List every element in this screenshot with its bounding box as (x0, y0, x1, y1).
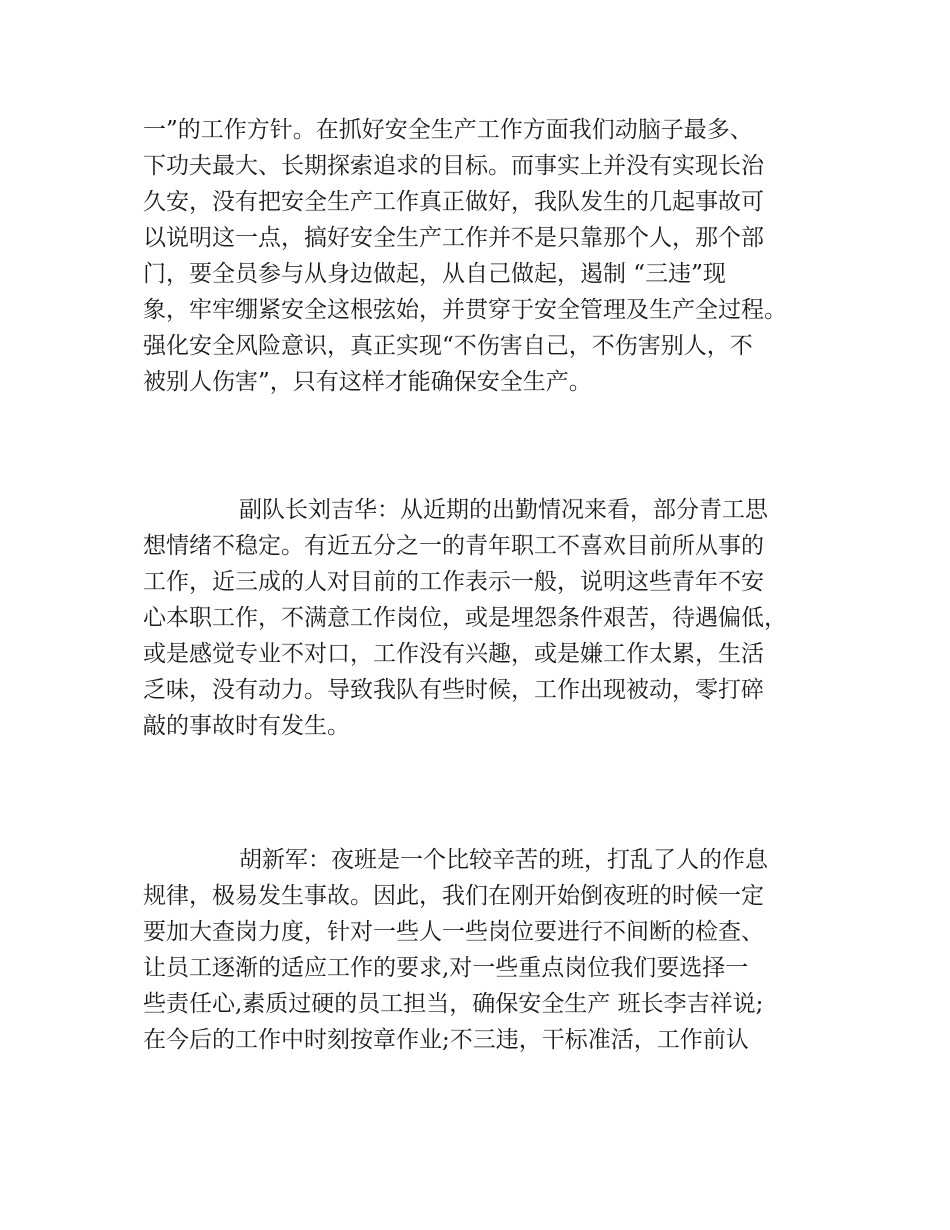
text-line: 敲的事故时有发生。 (143, 713, 350, 739)
text-line: 或是感觉专业不对口，工作没有兴趣，或是嫌工作太累，生活 (143, 641, 764, 667)
text-line: 被别人伤害”，只有这样才能确保安全生产。 (143, 369, 592, 395)
text-line-indented: 胡新军：夜班是一个比较辛苦的班，打乱了人的作息 (239, 847, 768, 873)
text-line: 下功夫最大、长期探索追求的目标。而事实上并没有实现长治 (143, 153, 764, 179)
text-line: 在今后的工作中时刻按章作业;不三违，干标准活，工作前认 (143, 1027, 749, 1053)
text-line: 以说明这一点，搞好安全生产工作并不是只靠那个人，那个部 (143, 225, 764, 251)
text-line: 些责任心,素质过硬的员工担当，确保安全生产 班长李吉祥说; (143, 991, 764, 1017)
text-line: 强化安全风险意识，真正实现“不伤害自己，不伤害别人，不 (143, 333, 753, 359)
text-line: 工作，近三成的人对目前的工作表示一般，说明这些青年不安 (143, 569, 764, 595)
text-line: 乏味，没有动力。导致我队有些时候，工作出现被动，零打碎 (143, 677, 764, 703)
text-line: 让员工逐渐的适应工作的要求,对一些重点岗位我们要选择一 (143, 955, 749, 981)
paragraph-safety-policy (143, 112, 823, 400)
text-line: 象，牢牢绷紧安全这根弦始，并贯穿于安全管理及生产全过程。 (143, 297, 787, 323)
text-line: 一”的工作方针。在抓好安全生产工作方面我们动脑子最多、 (143, 117, 753, 143)
text-line: 心本职工作，不满意工作岗位，或是埋怨条件艰苦，待遇偏低， (143, 605, 787, 631)
text-line: 门，要全员参与从身边做起，从自己做起，遏制 “三违”现 (143, 261, 726, 287)
text-line: 规律，极易发生事故。因此，我们在刚开始倒夜班的时候一定 (143, 883, 764, 909)
paragraph-night-shift-remarks (143, 842, 823, 1058)
text-line: 久安，没有把安全生产工作真正做好，我队发生的几起事故可 (143, 189, 764, 215)
paragraph-deputy-captain-remarks (143, 492, 823, 744)
text-line-indented: 副队长刘吉华：从近期的出勤情况来看，部分青工思 (239, 497, 768, 523)
text-line: 想情绪不稳定。有近五分之一的青年职工不喜欢目前所从事的 (143, 533, 764, 559)
text-line: 要加大查岗力度，针对一些人一些岗位要进行不间断的检查、 (143, 919, 764, 945)
